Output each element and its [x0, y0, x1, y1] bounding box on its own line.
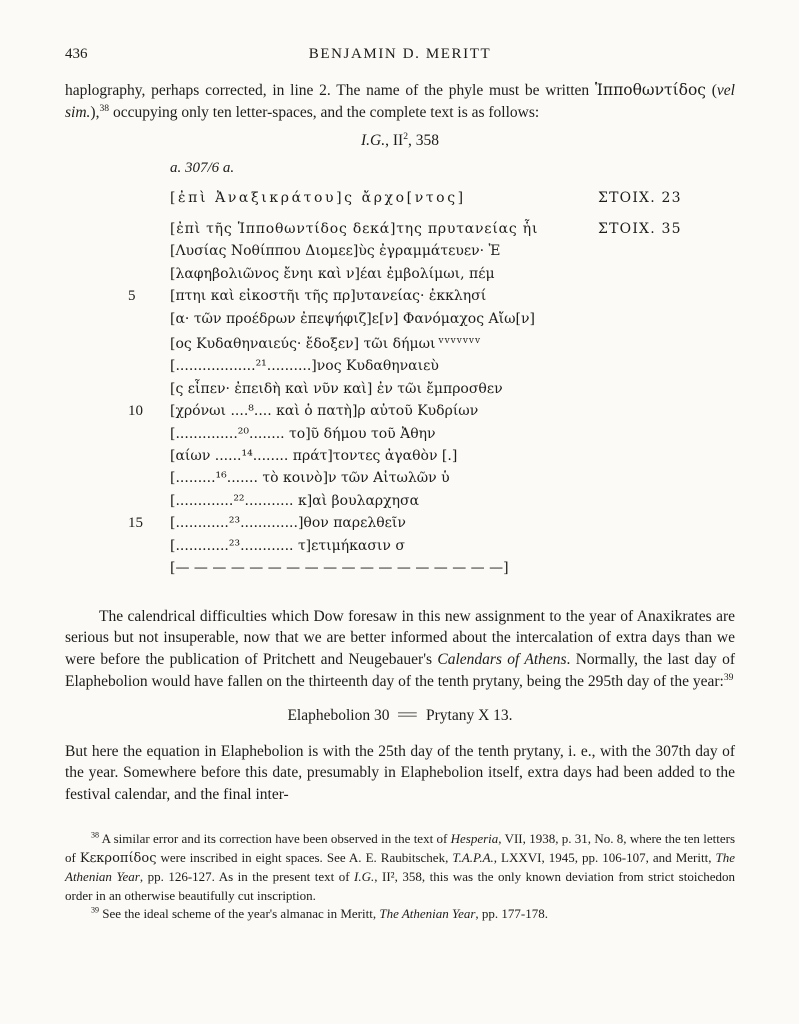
text-segment: But here the equation in Elaphebolion is with the 25th day of the tenth prytany, i. e., with the 307th day of the year. Somewhere before this date, presumably in Elaphebolion itself, extra days had been added to the festival calendar, and the final inter- [65, 742, 735, 804]
footnote-38 [65, 830, 735, 905]
text-segment: , pp. 177-178. [475, 906, 549, 922]
text-segment: Calendars of Athens [437, 651, 567, 669]
inscription-date-label: a. 307/6 a. [170, 159, 235, 176]
text-segment: ( [706, 82, 717, 99]
text-segment: The calendrical difficulties which Dow foresaw in this new assignment to the year of Anaxikrates are serious but not insuperable, now that we are better informed about the intercalation of extra days than we were before the publication of Pritchett and Neugebauer's [65, 607, 735, 669]
paragraph-equation-discussion [65, 741, 735, 806]
page-number: 436 [65, 46, 88, 62]
paragraph-calendrical [65, 606, 735, 693]
text-segment: . Normally, the last day of Elaphebolion would have fallen on the thirteenth day of the tenth prytany, being the 295th day of the year: [65, 651, 735, 690]
inscription-line [128, 285, 735, 307]
inscription-line-text: [λαφηβολιῶνος ἔνηι καὶ ν]έαι ἐμβολίμωι, πέμ [170, 265, 495, 282]
inscription-line-number: 15 [128, 515, 143, 532]
inscription-line [170, 308, 735, 330]
inscription-line [128, 512, 735, 534]
text-segment: Elaphebolion 30 [287, 706, 394, 724]
running-head: BENJAMIN D. MERITT [308, 46, 492, 62]
text-segment: were inscribed in eight spaces. See A. E. Raubitschek, [156, 849, 453, 865]
inscription-line-text: [..............²⁰........ το]ῦ δήμου τοῦ Ἀθην [170, 425, 436, 442]
text-segment: , LXXVI, 1945, pp. 106-107, and Meritt, [493, 849, 716, 865]
inscription-line-text: [.........¹⁶....... τὸ κοινὸ]ν τῶν Αἰτωλῶν ὑ [170, 470, 450, 487]
stoichedon-note: ΣΤΟΙΧ. 23 [598, 189, 682, 206]
inscription-line-text: [..................²¹..........]νος Κυδαθηναιεὺ [170, 358, 439, 375]
inscription-line [170, 445, 735, 467]
inscription-line [170, 467, 735, 489]
inscription-line-text: [ἐπὶ Ἀναξικράτου]ς ἄρχο[ντος] [170, 189, 466, 206]
text-segment: Κεκροπίδος [79, 850, 157, 866]
inscription-title [65, 132, 735, 150]
text-segment: The Athenian Year [65, 849, 735, 885]
inscription-line-text: [πτηι καὶ εἰκοστῆι τῆς πρ]υτανείας· ἐκκλησί [170, 288, 487, 305]
superscript-note-ref: 38 [91, 830, 100, 840]
text-segment: Prytany X 13. [422, 706, 513, 724]
superscript-note-ref: 39 [91, 906, 100, 916]
inscription-line [170, 240, 735, 262]
inscription-line-text: [.............²²........... κ]αὶ βουλαρχησα [170, 492, 420, 509]
inscription-line [170, 187, 735, 209]
text-segment: , pp. 126-127. As in the present text of [139, 869, 355, 885]
text-segment: , II [385, 131, 404, 149]
inscription-line-text: [αίων ......¹⁴........ πράτ]τοντες ἀγαθὸν [.] [170, 448, 458, 465]
inscription-line [170, 557, 735, 579]
text-segment: ), [90, 103, 100, 121]
page-header [65, 46, 735, 66]
inscription-line [170, 423, 735, 445]
superscript-note-ref: 39 [723, 671, 734, 683]
text-segment: , 358 [407, 131, 439, 149]
inscription-line [170, 330, 735, 355]
inscription-line-number: 5 [128, 288, 136, 305]
text-segment: haplography, perhaps corrected, in line 2. The name of the phyle must be written [65, 82, 595, 99]
superscript-note-ref: 2 [403, 130, 408, 142]
inscription-line-text: [— — — — — — — — — — — — — — — — — —] [170, 560, 509, 577]
inscription-line [170, 355, 735, 377]
vacat-marks: vvvvvvv [438, 336, 482, 347]
text-segment: See the ideal scheme of the year's almanac in Meritt, [99, 906, 380, 922]
text-segment: occupying only ten letter-spaces, and the complete text is as follows: [109, 103, 540, 121]
inscription-line [170, 535, 735, 557]
text-segment: T.A.P.A. [452, 849, 494, 865]
inscription-line-number: 10 [128, 403, 143, 420]
text-segment: , II², 358, this was the only known deviation from strict stoichedon order in an otherwise beautifully cut inscription. [65, 869, 735, 903]
inscription-line-text: [............²³.............]θον παρελθεῖν [170, 515, 406, 532]
inscription-line-text: [............²³............ τ]ετιμήκασιν σ [170, 537, 405, 554]
text-segment: The Athenian Year [379, 906, 476, 922]
inscription-line-text: [χρόνωι ....⁸.... καὶ ὁ πατὴ]ρ αὐτοῦ Κυδρίων [170, 403, 479, 420]
inscription-line-text: [ἐπὶ τῆς Ἱπποθωντίδος δεκά]της πρυτανείας ἧι [170, 221, 539, 237]
stoichedon-note: ΣΤΟΙΧ. 35 [598, 221, 682, 237]
inscription-line [128, 400, 735, 422]
text-segment: = [396, 706, 420, 724]
inscription-line-text: [Λυσίας Νοθίππου Διομεε]ὺς ἐγραμμάτευεν· Ἐ [170, 243, 501, 260]
calendar-equation [65, 707, 735, 725]
superscript-note-ref: 38 [99, 102, 110, 114]
text-segment: I.G. [354, 869, 375, 885]
inscription-line [170, 378, 735, 400]
text-segment: , VII, 1938, p. 31, No. 8, where the ten letters of [65, 831, 735, 865]
text-segment: vel sim. [65, 82, 735, 121]
inscription-text-block [128, 187, 735, 580]
footnote-39 [65, 905, 735, 924]
inscription-line-text: [ος Κυδαθηναιεύς· ἔδοξεν] τῶι δήμωι [170, 336, 436, 353]
inscription-line [170, 263, 735, 285]
text-segment: A similar error and its correction have been observed in the text of [99, 831, 451, 847]
paragraph-haplography [65, 80, 735, 124]
inscription-line [170, 490, 735, 512]
text-segment: Hesperia [450, 831, 499, 847]
inscription-line-text: [α· τῶν προέδρων ἐπεψήφιζ]ε[ν] Φανόμαχος Αἴω[ν] [170, 310, 535, 327]
text-segment: Ἱπποθωντίδος [594, 81, 706, 99]
footnotes-block [65, 830, 735, 924]
text-segment: I.G. [361, 131, 386, 149]
inscription-line-text: [ς εἶπεν· ἐπειδὴ καὶ νῦν καὶ] ἐν τῶι ἔμπροσθεν [170, 380, 503, 397]
inscription-line [170, 218, 735, 240]
